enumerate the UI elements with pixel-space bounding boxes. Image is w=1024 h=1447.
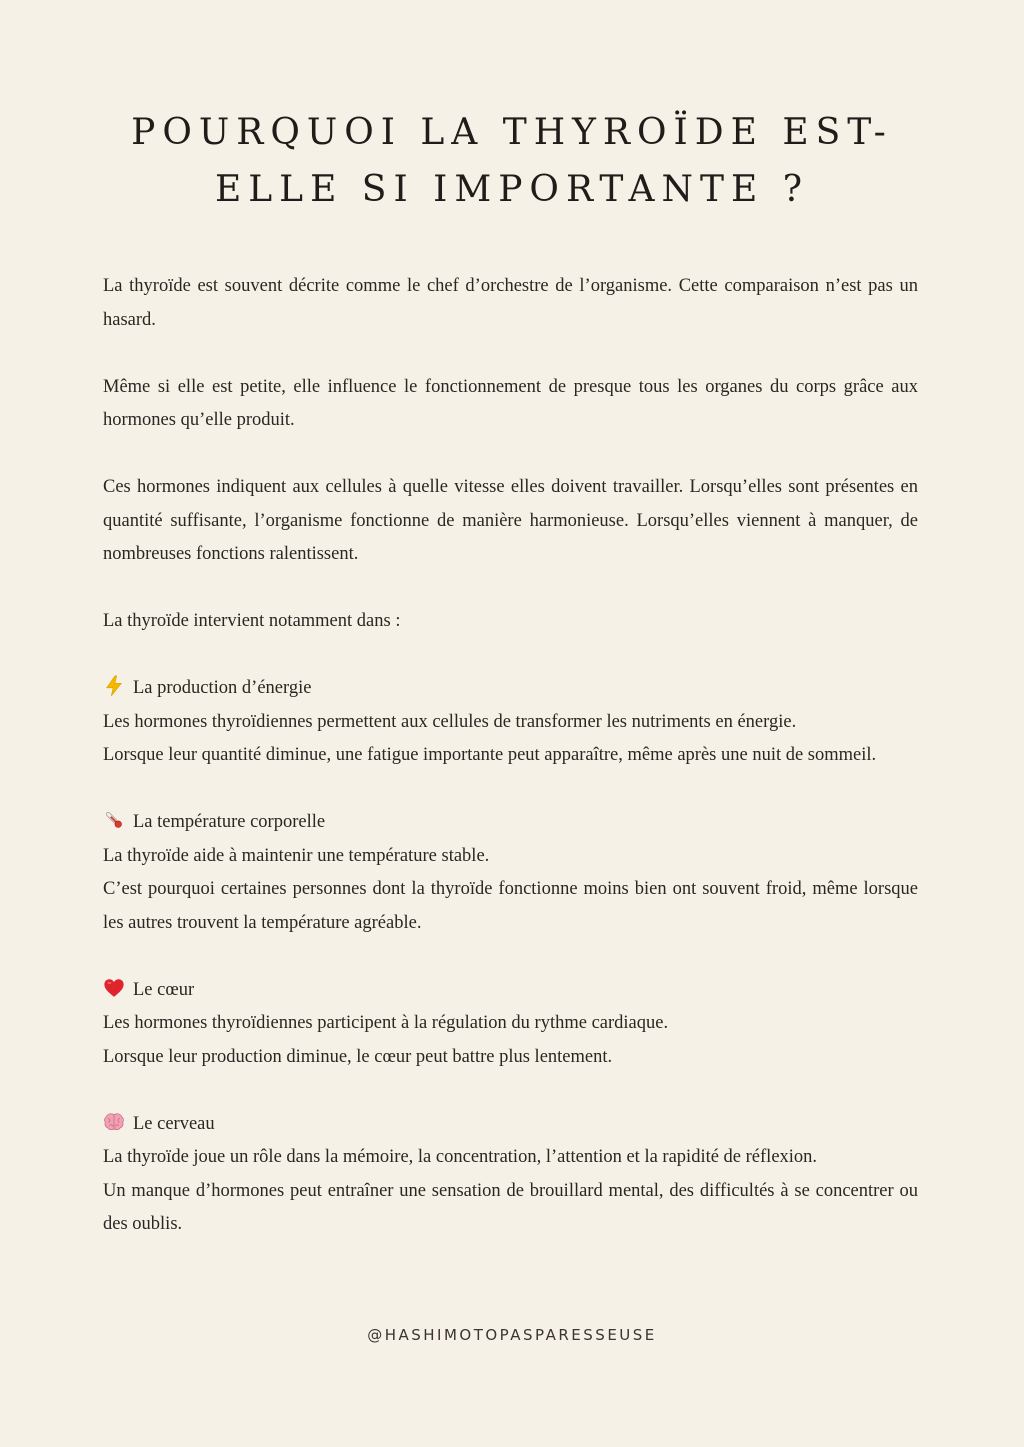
section-heading — [103, 974, 918, 1008]
section-heading-text: La production d’énergie — [133, 678, 312, 698]
title-line-2: ELLE SI IMPORTANTE ? — [214, 169, 809, 210]
article-body — [103, 270, 918, 1275]
section-line: La thyroïde aide à maintenir une température stable. — [103, 845, 490, 866]
section-line: Un manque d’hormones peut entraîner une sensation de brouillard mental, des difficultés à se concentrer ou des oublis. — [103, 1180, 918, 1234]
page-title — [0, 104, 1024, 218]
section-line: La thyroïde joue un rôle dans la mémoire, la concentration, l’attention et la rapidité de réflexion. — [103, 1147, 818, 1167]
footer-handle: @HASHIMOTOPASPARESSEUSE — [367, 1326, 657, 1344]
section-heading — [103, 672, 918, 706]
section-heading — [103, 1108, 918, 1142]
intro-paragraph: Même si elle est petite, elle influence le fonctionnement de presque tous les organes du corps grâce aux hormones qu’elle produit. — [103, 376, 918, 430]
heart-icon — [103, 977, 125, 999]
section-energie — [103, 672, 918, 773]
section-line: Les hormones thyroïdiennes participent à la régulation du rythme cardiaque. — [103, 1013, 669, 1033]
section-line: Lorsque leur quantité diminue, une fatigue importante peut apparaître, même après une nuit de sommeil. — [103, 745, 877, 765]
section-heading-text: Le cœur — [133, 979, 195, 1000]
intro-paragraph: La thyroïde est souvent décrite comme le chef d’orchestre de l’organisme. Cette comparaison n’est pas un hasard. — [103, 276, 918, 330]
intro-paragraph: Ces hormones indiquent aux cellules à quelle vitesse elles doivent travailler. Lorsqu’elles sont présentes en quantité suffisante, l’organisme fonctionne de manière harmonieuse. Lorsqu’elles viennent à manquer, de nombreuses fonctions ralentissent. — [103, 477, 918, 564]
title-line-1: POURQUOI LA THYROÏDE EST- — [131, 112, 893, 153]
section-temperature — [103, 806, 918, 940]
section-cerveau — [103, 1108, 918, 1242]
section-line: C’est pourquoi certaines personnes dont la thyroïde fonctionne moins bien ont souvent froid, même lorsque les autres trouvent la température agréable. — [103, 879, 918, 933]
section-heading — [103, 806, 918, 840]
section-heading-text: Le cerveau — [133, 1113, 215, 1134]
section-line: Les hormones thyroïdiennes permettent aux cellules de transformer les nutriments en énergie. — [103, 711, 797, 732]
thermometer-icon — [103, 809, 125, 831]
section-heading-text: La température corporelle — [133, 812, 326, 832]
brain-icon — [103, 1111, 125, 1133]
section-coeur — [103, 974, 918, 1075]
lightning-icon — [103, 675, 125, 697]
list-intro: La thyroïde intervient notamment dans : — [103, 611, 401, 631]
section-line: Lorsque leur production diminue, le cœur peut battre plus lentement. — [103, 1046, 613, 1067]
